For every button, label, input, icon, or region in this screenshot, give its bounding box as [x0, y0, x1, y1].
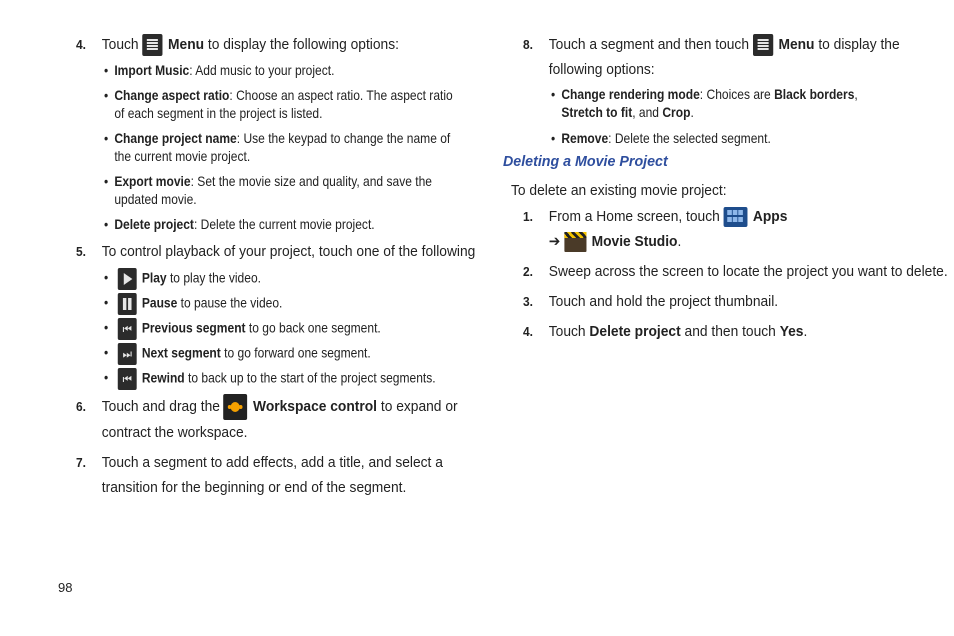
step-bold: Apps	[752, 208, 788, 225]
list-item: • Change rendering mode: Choices are Black borders, Stretch to fit, and Crop.	[551, 86, 858, 120]
next-segment-icon: ⏭	[118, 343, 137, 365]
step-number: 1.	[523, 209, 533, 224]
delete-step-3	[523, 289, 954, 314]
step-text: Touch a segment and then touch	[548, 36, 750, 53]
workspace-control-icon	[224, 394, 248, 420]
rewind-icon: ⏮	[118, 368, 137, 390]
step-number: 5.	[76, 244, 86, 259]
list-item: • Import Music: Add music to your project.	[104, 62, 335, 78]
list-item: • Delete project: Delete the current movie project.	[104, 216, 375, 232]
previous-segment-icon: ⏮	[118, 318, 137, 340]
step-number: 7.	[76, 455, 86, 471]
step-text: From a Home screen, touch	[548, 208, 720, 225]
step-text: Touch	[548, 323, 586, 340]
step-text: Sweep across the screen to locate the project you want to delete.	[548, 263, 948, 280]
step-text: Touch	[101, 36, 139, 53]
step-number: 4.	[523, 324, 533, 339]
step-text: Touch and hold the project thumbnail.	[548, 293, 779, 310]
play-icon	[118, 268, 137, 290]
delete-step-4: 4. Touch Delete project and then touch Yes.	[523, 319, 954, 344]
pause-icon	[118, 293, 137, 315]
delete-step-1: 1. From a Home screen, touch Apps ➔ Movie Studio.	[523, 204, 954, 254]
step-6	[76, 394, 502, 445]
step-number: 2.	[523, 264, 533, 279]
step-number: 8.	[523, 37, 533, 52]
delete-step-2	[523, 259, 954, 284]
right-column	[503, 32, 948, 344]
apps-icon	[723, 207, 747, 227]
step-bold: Yes	[779, 323, 804, 340]
list-item: • Export movie: Set the movie size and quality, and save the updated movie.	[104, 173, 432, 207]
step-4	[76, 32, 502, 57]
step-text: Touch and drag the	[101, 398, 220, 415]
step-text: and then touch	[684, 323, 776, 340]
list-item: • Remove: Delete the selected segment.	[551, 130, 771, 146]
step-7	[76, 450, 502, 500]
movie-studio-icon	[564, 232, 586, 252]
step-bold: Menu	[778, 36, 815, 53]
intro-text: To delete an existing movie project:	[511, 182, 727, 199]
section-heading: Deleting a Movie Project	[503, 153, 668, 170]
step-number: 3.	[523, 294, 533, 309]
step-text: to display the following options:	[548, 36, 900, 78]
step-text: to display the following options:	[207, 36, 399, 53]
step-number: 6.	[76, 399, 86, 414]
page-number: 98	[58, 580, 73, 595]
menu-icon	[142, 34, 162, 56]
step-bold: Movie Studio	[591, 233, 678, 250]
list-item: • Pause to pause the video.	[104, 293, 458, 315]
step-number: 4.	[76, 37, 86, 52]
step-text: To control playback of your project, touch one of the following	[101, 243, 476, 260]
step-8	[523, 32, 954, 82]
list-item: • Change project name: Use the keypad to change the name of the current movie project.	[104, 130, 451, 164]
step-text: to expand or contract the workspace.	[101, 398, 458, 442]
step-text: Touch a segment to add effects, add a title, and select a transition for the beginning or end of the segment.	[101, 454, 443, 497]
list-item: • Play to play the video.	[104, 268, 458, 290]
list-item: • ⏭ Next segment to go forward one segment.	[104, 343, 458, 365]
arrow-icon: ➔	[548, 233, 561, 250]
step-bold: Delete project	[589, 323, 681, 340]
step-bold: Workspace control	[253, 398, 378, 415]
step-bold: Menu	[168, 36, 205, 53]
left-column	[76, 32, 476, 500]
step-5	[76, 239, 502, 264]
list-item: • Change aspect ratio: Choose an aspect ratio. The aspect ratio of each segment in the project is listed.	[104, 87, 453, 121]
list-item: • ⏮ Previous segment to go back one segment.	[104, 318, 458, 340]
list-item: • ⏮ Rewind to back up to the start of the project segments.	[104, 368, 458, 390]
menu-icon	[753, 34, 773, 56]
